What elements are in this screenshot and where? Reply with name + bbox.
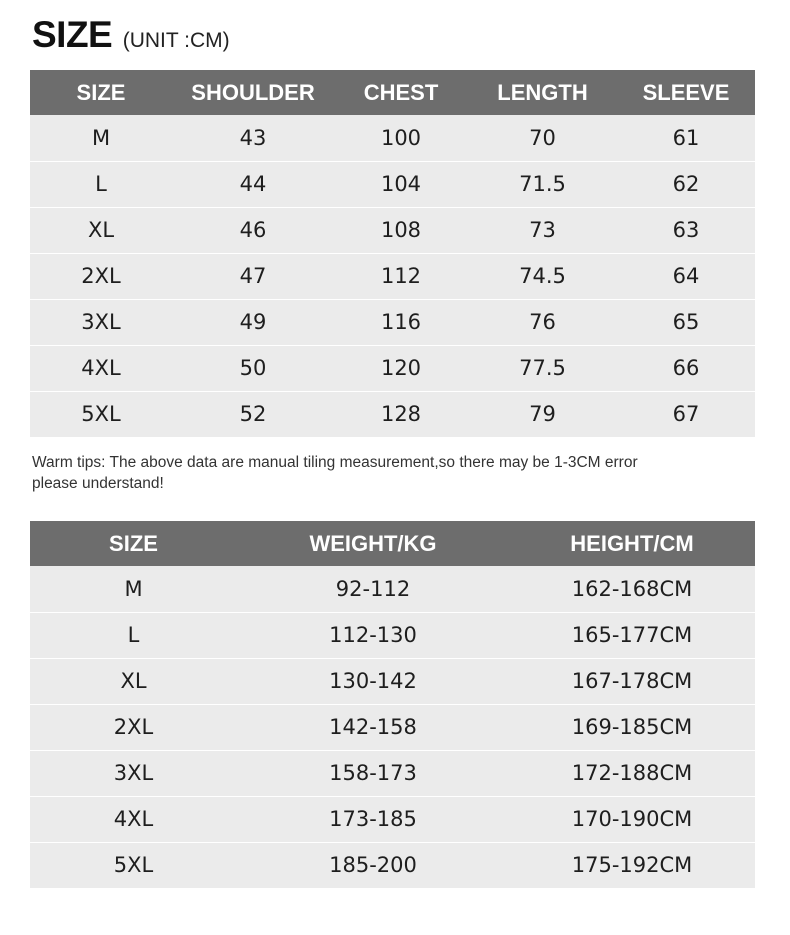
cell-sleeve: 65 <box>617 299 755 345</box>
cell-size: 4XL <box>30 796 237 842</box>
warm-tips <box>32 452 772 494</box>
table-row <box>30 299 755 345</box>
cell-shoulder: 47 <box>172 253 334 299</box>
cell-height: 165-177CM <box>509 612 755 658</box>
cell-size: 5XL <box>30 391 172 437</box>
cell-shoulder: 44 <box>172 161 334 207</box>
cell-size: XL <box>30 658 237 704</box>
cell-weight: 142-158 <box>237 704 509 750</box>
cell-size: L <box>30 612 237 658</box>
cell-size: 4XL <box>30 345 172 391</box>
warm-tips-line-1: Warm tips: The above data are manual tiling measurement,so there may be 1-3CM error <box>32 454 638 471</box>
measurement-table <box>30 70 755 437</box>
header-height: HEIGHT/CM <box>509 521 755 566</box>
cell-weight: 158-173 <box>237 750 509 796</box>
header-shoulder: SHOULDER <box>172 70 334 115</box>
table-row <box>30 796 755 842</box>
cell-size: M <box>30 115 172 161</box>
table-row <box>30 161 755 207</box>
cell-chest: 112 <box>334 253 468 299</box>
cell-height: 170-190CM <box>509 796 755 842</box>
cell-length: 74.5 <box>468 253 617 299</box>
table-row <box>30 704 755 750</box>
table-row <box>30 842 755 888</box>
cell-shoulder: 43 <box>172 115 334 161</box>
table-row <box>30 253 755 299</box>
cell-length: 76 <box>468 299 617 345</box>
cell-shoulder: 46 <box>172 207 334 253</box>
table-row <box>30 207 755 253</box>
header-weight: WEIGHT/KG <box>237 521 509 566</box>
cell-height: 172-188CM <box>509 750 755 796</box>
table-row <box>30 115 755 161</box>
warm-tips-line-2: please understand! <box>32 475 164 492</box>
cell-chest: 128 <box>334 391 468 437</box>
cell-sleeve: 64 <box>617 253 755 299</box>
cell-shoulder: 52 <box>172 391 334 437</box>
cell-shoulder: 50 <box>172 345 334 391</box>
cell-size: 2XL <box>30 253 172 299</box>
cell-length: 70 <box>468 115 617 161</box>
header-sleeve: SLEEVE <box>617 70 755 115</box>
cell-chest: 108 <box>334 207 468 253</box>
title-size: SIZE <box>32 14 113 55</box>
title-unit: (UNIT :CM) <box>122 29 230 52</box>
table-header-row <box>30 70 755 115</box>
cell-chest: 116 <box>334 299 468 345</box>
header-size: SIZE <box>30 521 237 566</box>
cell-size: L <box>30 161 172 207</box>
header-size: SIZE <box>30 70 172 115</box>
cell-weight: 130-142 <box>237 658 509 704</box>
table-row <box>30 612 755 658</box>
cell-chest: 104 <box>334 161 468 207</box>
table-row <box>30 658 755 704</box>
cell-sleeve: 61 <box>617 115 755 161</box>
cell-size: XL <box>30 207 172 253</box>
cell-sleeve: 63 <box>617 207 755 253</box>
cell-length: 73 <box>468 207 617 253</box>
header-length: LENGTH <box>468 70 617 115</box>
cell-sleeve: 62 <box>617 161 755 207</box>
cell-sleeve: 67 <box>617 391 755 437</box>
cell-length: 79 <box>468 391 617 437</box>
cell-height: 167-178CM <box>509 658 755 704</box>
cell-height: 169-185CM <box>509 704 755 750</box>
cell-chest: 100 <box>334 115 468 161</box>
cell-length: 77.5 <box>468 345 617 391</box>
table-row <box>30 391 755 437</box>
cell-sleeve: 66 <box>617 345 755 391</box>
cell-size: 2XL <box>30 704 237 750</box>
table-header-row <box>30 521 755 566</box>
cell-chest: 120 <box>334 345 468 391</box>
cell-size: 3XL <box>30 299 172 345</box>
cell-height: 162-168CM <box>509 566 755 612</box>
cell-length: 71.5 <box>468 161 617 207</box>
cell-weight: 112-130 <box>237 612 509 658</box>
table-row <box>30 750 755 796</box>
cell-size: 5XL <box>30 842 237 888</box>
table-row <box>30 566 755 612</box>
cell-size: M <box>30 566 237 612</box>
page-title <box>32 14 230 58</box>
header-chest: CHEST <box>334 70 468 115</box>
cell-weight: 173-185 <box>237 796 509 842</box>
table-row <box>30 345 755 391</box>
cell-shoulder: 49 <box>172 299 334 345</box>
cell-height: 175-192CM <box>509 842 755 888</box>
cell-size: 3XL <box>30 750 237 796</box>
cell-weight: 92-112 <box>237 566 509 612</box>
cell-weight: 185-200 <box>237 842 509 888</box>
fit-table <box>30 521 755 888</box>
